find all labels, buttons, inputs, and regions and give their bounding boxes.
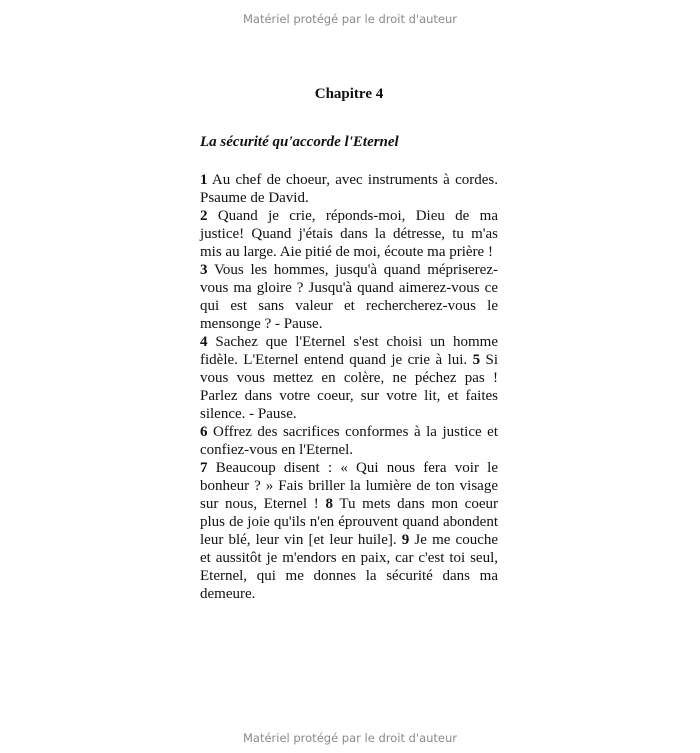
copyright-watermark-bottom: Matériel protégé par le droit d'auteur xyxy=(242,731,458,745)
book-page xyxy=(200,86,498,603)
copyright-watermark-top: Matériel protégé par le droit d'auteur xyxy=(242,12,458,26)
verse-number: 1 xyxy=(200,172,208,188)
verse-text: Sachez que l'Eternel s'est choisi un homme fidèle. L'Eternel entend quand je crie à lui. xyxy=(200,334,498,368)
verse-paragraph xyxy=(200,171,498,207)
verse-number: 6 xyxy=(200,424,208,440)
verse-text: Tu mets dans mon coeur plus de joie qu'ils n'en éprouvent quand abondent leur blé, leur vin [et leur huile]. xyxy=(200,496,498,548)
verse-text: Offrez des sacrifices conformes à la justice et confiez-vous en l'Eternel. xyxy=(200,424,498,458)
verse-text: Beaucoup disent : « Qui nous fera voir le bonheur ? » Fais briller la lumière de ton visage sur nous, Eternel ! xyxy=(200,460,498,512)
verse-paragraph xyxy=(200,261,498,333)
verse-number: 5 xyxy=(472,352,481,368)
verse-text: Quand je crie, réponds-moi, Dieu de ma justice! Quand j'étais dans la détresse, tu m'as mis au large. Aie pitié de moi, écoute ma prière ! xyxy=(200,208,498,260)
verse-paragraph xyxy=(200,459,498,603)
verse-number: 8 xyxy=(325,496,333,512)
verse-number: 3 xyxy=(200,262,208,278)
verse-number: 9 xyxy=(401,532,410,548)
verse-paragraph xyxy=(200,423,498,459)
verse-paragraph xyxy=(200,333,498,423)
verse-number: 7 xyxy=(200,460,208,476)
verse-paragraph xyxy=(200,207,498,261)
verse-text: Je me couche et aussitôt je m'endors en paix, car c'est toi seul, Eternel, qui me donnes la sécurité dans ma demeure. xyxy=(200,532,499,602)
verse-text: Au chef de choeur, avec instruments à cordes. Psaume de David. xyxy=(200,172,498,206)
verses-body xyxy=(200,171,498,603)
verse-number: 4 xyxy=(200,334,208,350)
verse-text: Vous les hommes, jusqu'à quand mépriserez-vous ma gloire ? Jusqu'à quand aimerez-vous ce qui est sans valeur et rechercherez-vous le mensonge ? - Pause. xyxy=(200,262,498,332)
verse-text: Si vous vous mettez en colère, ne péchez pas ! Parlez dans votre coeur, sur votre lit, et faites silence. - Pause. xyxy=(200,352,498,422)
chapter-subtitle: La sécurité qu'accorde l'Eternel xyxy=(200,134,399,150)
chapter-title: Chapitre 4 xyxy=(314,86,384,102)
verse-number: 2 xyxy=(200,208,208,224)
